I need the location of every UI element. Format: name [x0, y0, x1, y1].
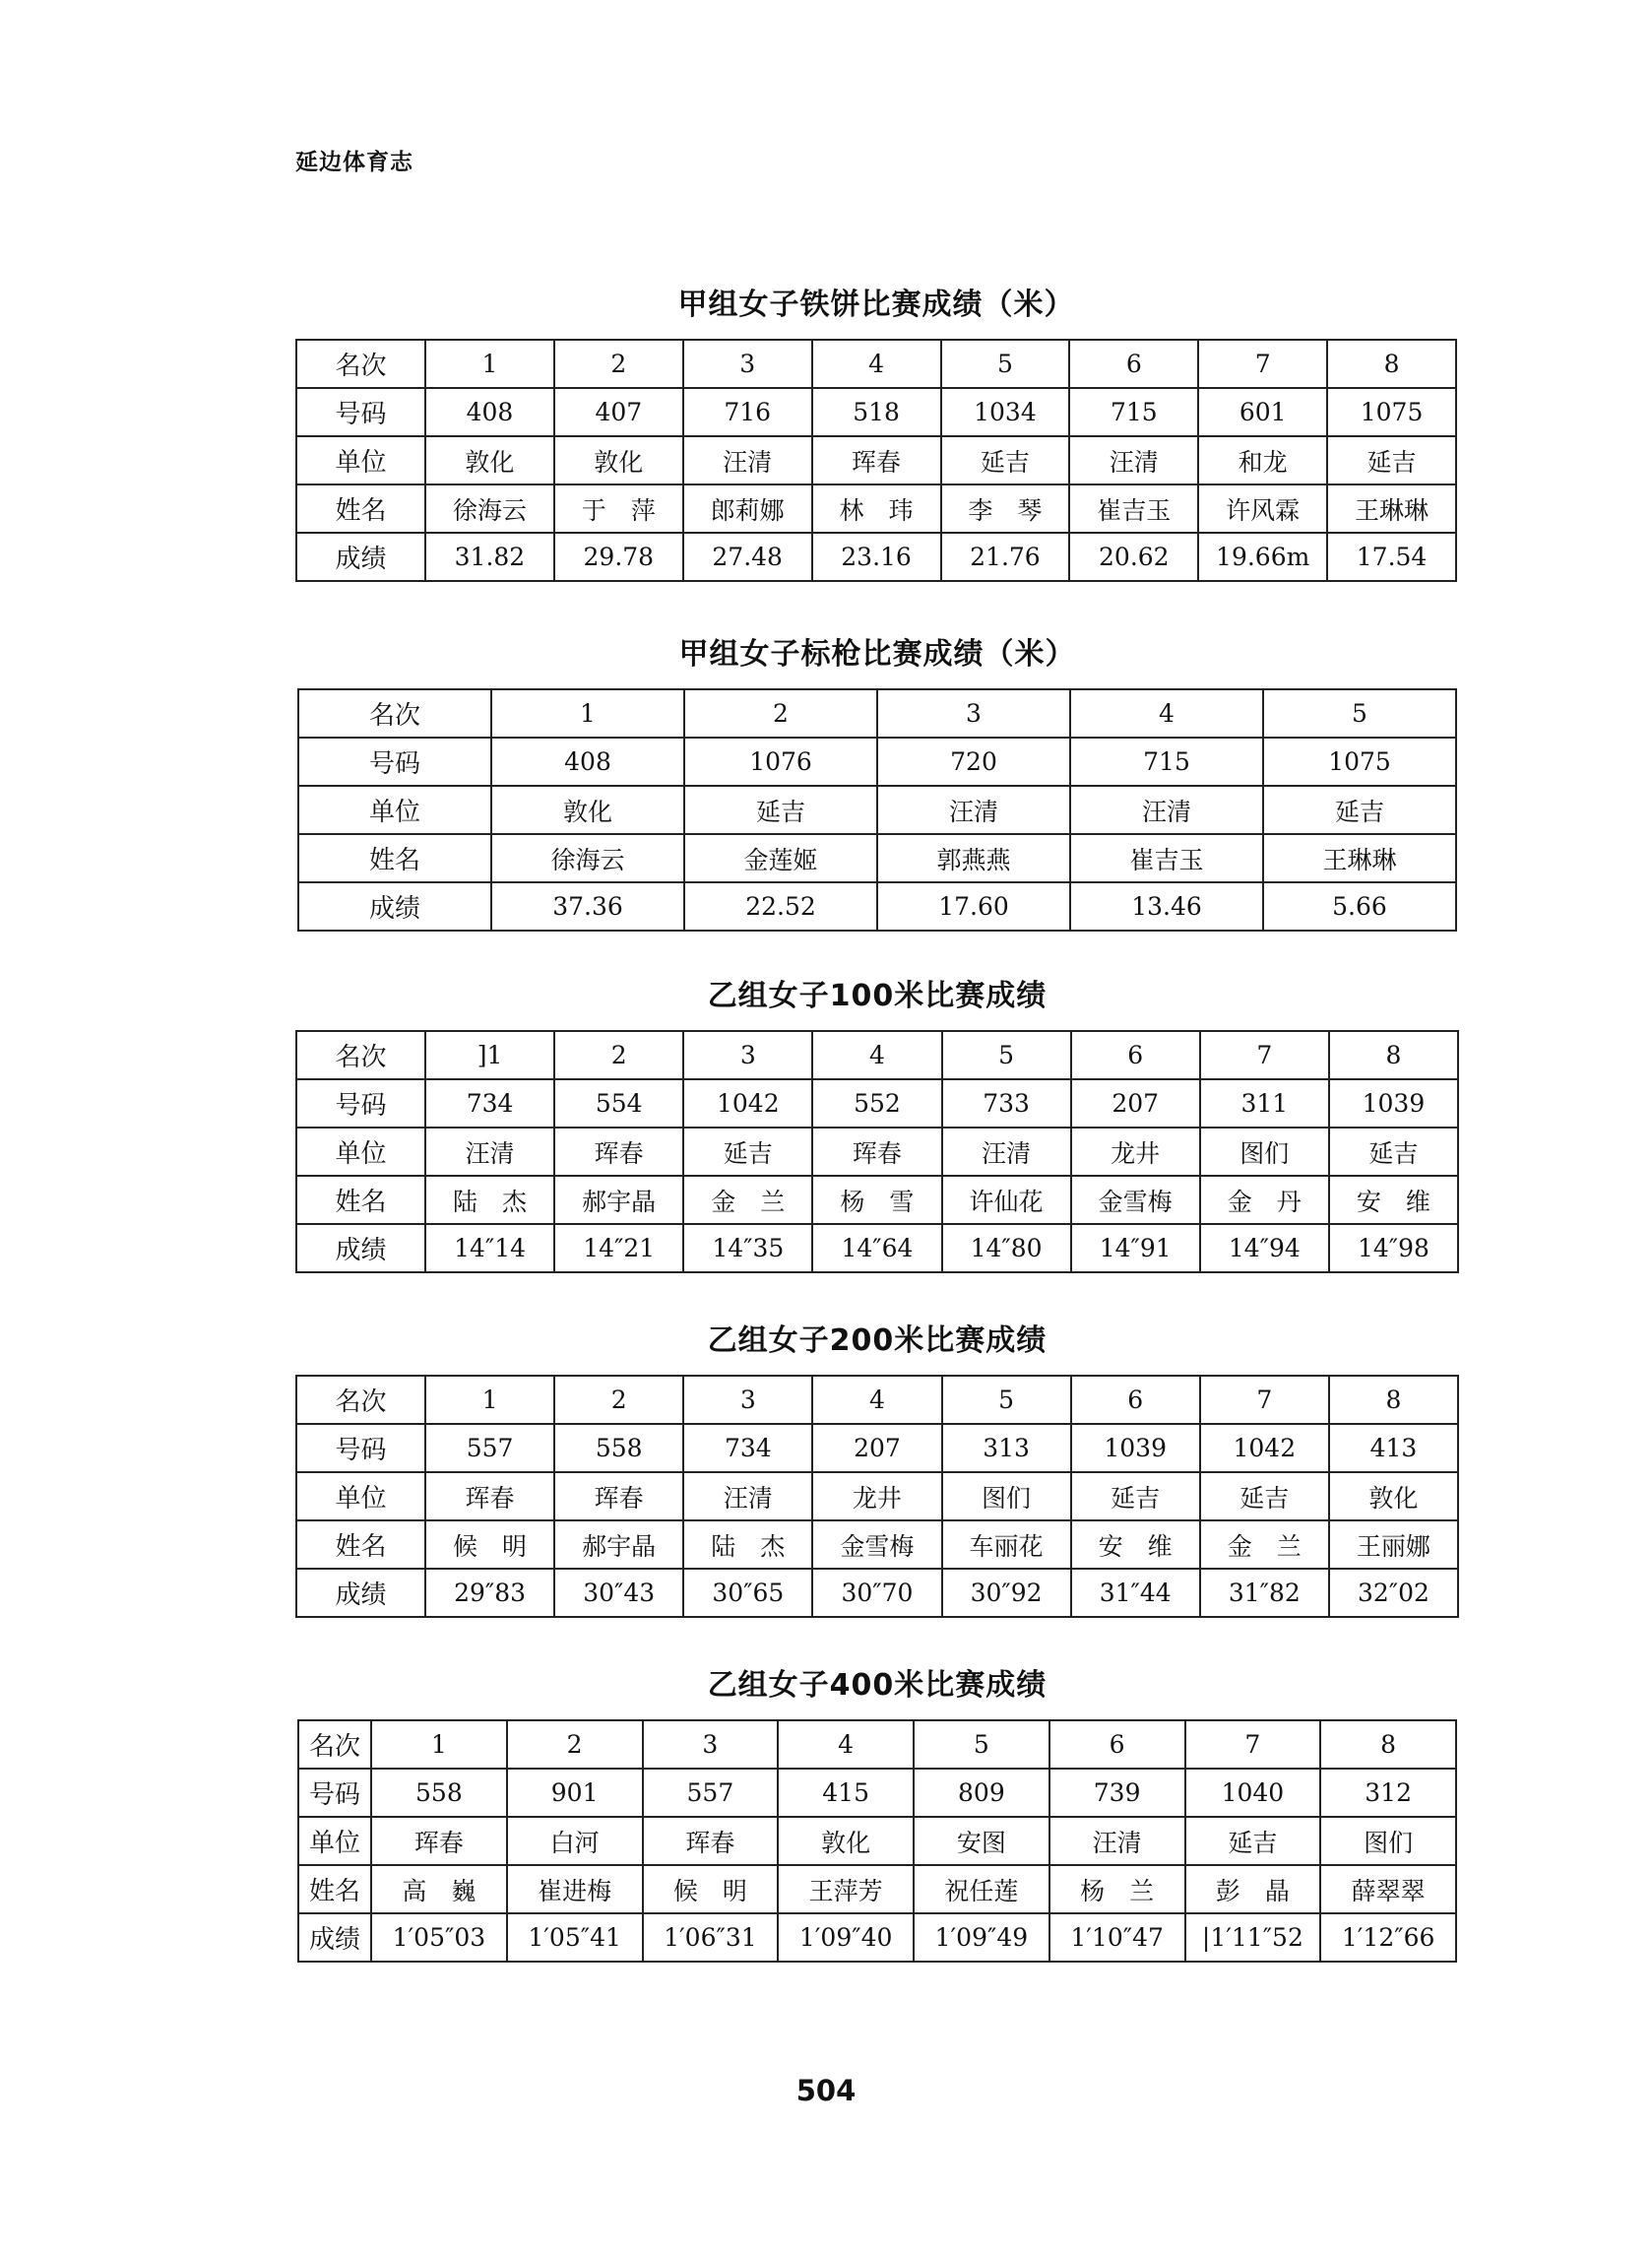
- row-label: 姓名: [296, 1176, 425, 1224]
- table-cell: 30″92: [942, 1569, 1071, 1617]
- table-cell: 408: [491, 738, 684, 786]
- table-cell: 候 明: [425, 1520, 554, 1569]
- table-cell: 13.46: [1070, 882, 1263, 931]
- table-cell: 敦化: [425, 436, 554, 484]
- result-row: [296, 1224, 1458, 1272]
- table-cell: 5: [942, 1031, 1071, 1079]
- table-cell: 554: [554, 1079, 683, 1128]
- table-cell: 31″82: [1200, 1569, 1329, 1617]
- table-cell: 413: [1329, 1424, 1458, 1472]
- table-cell: 7: [1200, 1031, 1329, 1079]
- table-cell: 1: [425, 340, 554, 388]
- table-cell: 601: [1198, 388, 1327, 436]
- team-row: [296, 436, 1456, 484]
- row-label: 成绩: [296, 533, 425, 581]
- row-label: 单位: [296, 436, 425, 484]
- table-cell: 733: [942, 1079, 1071, 1128]
- table-cell: 6: [1071, 1031, 1200, 1079]
- row-label: 姓名: [298, 1865, 371, 1913]
- table-cell: 徐海云: [425, 484, 554, 533]
- table-cell: 5.66: [1263, 882, 1456, 931]
- table-cell: 龙井: [812, 1472, 941, 1520]
- table-cell: 1076: [684, 738, 877, 786]
- table-cell: 5: [942, 1376, 1071, 1424]
- table-cell: 5: [1263, 689, 1456, 738]
- table-cell: 5: [914, 1720, 1049, 1769]
- table-cell: 珲春: [425, 1472, 554, 1520]
- table-cell: 734: [425, 1079, 554, 1128]
- result-row: [298, 882, 1456, 931]
- table-cell: 3: [877, 689, 1070, 738]
- table-cell: 4: [812, 1031, 941, 1079]
- table-cell: 1075: [1327, 388, 1456, 436]
- table-cell: 和龙: [1198, 436, 1327, 484]
- table-cell: 14″98: [1329, 1224, 1458, 1272]
- table-cell: 彭 晶: [1185, 1865, 1321, 1913]
- table-cell: 林 玮: [812, 484, 941, 533]
- table-cell: 4: [812, 340, 941, 388]
- table-cell: 14″21: [554, 1224, 683, 1272]
- bib-number-row: [298, 738, 1456, 786]
- table-cell: 崔吉玉: [1070, 834, 1263, 882]
- table-cell: 汪清: [683, 1472, 812, 1520]
- table-cell: 14″35: [683, 1224, 812, 1272]
- table-cell: 安 维: [1329, 1176, 1458, 1224]
- table-cell: 716: [683, 388, 812, 436]
- table-cell: 1′06″31: [643, 1913, 779, 1962]
- table-cell: 金雪梅: [1071, 1176, 1200, 1224]
- table-cell: 1′12″66: [1320, 1913, 1456, 1962]
- table-cell: 2: [554, 1031, 683, 1079]
- row-label: 姓名: [296, 484, 425, 533]
- results-table: [297, 688, 1457, 932]
- table-cell: 312: [1320, 1769, 1456, 1817]
- row-label: 号码: [298, 1769, 371, 1817]
- table-title: 甲组女子铁饼比赛成绩（米）: [677, 288, 1075, 322]
- table-cell: 2: [507, 1720, 643, 1769]
- table-cell: 4: [1070, 689, 1263, 738]
- table-cell: 901: [507, 1769, 643, 1817]
- table-cell: 313: [942, 1424, 1071, 1472]
- table-cell: 29″83: [425, 1569, 554, 1617]
- athlete-name-row: [298, 834, 1456, 882]
- bib-number-row: [296, 1424, 1458, 1472]
- table-cell: 敦化: [554, 436, 683, 484]
- table-cell: 407: [554, 388, 683, 436]
- table-cell: 王琳琳: [1263, 834, 1456, 882]
- 100m-results-section: [295, 977, 1459, 1273]
- table-cell: 白河: [507, 1817, 643, 1865]
- table-cell: 207: [1071, 1079, 1200, 1128]
- table-cell: 金 兰: [683, 1176, 812, 1224]
- table-cell: 郭燕燕: [877, 834, 1070, 882]
- table-cell: 8: [1320, 1720, 1456, 1769]
- team-row: [296, 1128, 1458, 1176]
- table-cell: 311: [1200, 1079, 1329, 1128]
- table-cell: |1′11″52: [1185, 1913, 1321, 1962]
- table-cell: 于 萍: [554, 484, 683, 533]
- results-table: [295, 339, 1457, 582]
- table-cell: 6: [1071, 1376, 1200, 1424]
- row-label: 成绩: [296, 1224, 425, 1272]
- table-cell: 1075: [1263, 738, 1456, 786]
- results-table: [295, 1030, 1459, 1273]
- row-label: 名次: [296, 340, 425, 388]
- rank-row: [298, 1720, 1456, 1769]
- table-cell: 29.78: [554, 533, 683, 581]
- table-cell: 715: [1069, 388, 1198, 436]
- table-cell: 22.52: [684, 882, 877, 931]
- row-label: 名次: [296, 1031, 425, 1079]
- table-cell: 37.36: [491, 882, 684, 931]
- result-row: [296, 1569, 1458, 1617]
- table-title: 乙组女子400米比赛成绩: [707, 1668, 1048, 1703]
- table-cell: 415: [778, 1769, 914, 1817]
- row-label: 姓名: [298, 834, 491, 882]
- athlete-name-row: [298, 1865, 1456, 1913]
- table-cell: 3: [683, 1376, 812, 1424]
- table-cell: 6: [1069, 340, 1198, 388]
- athlete-name-row: [296, 1520, 1458, 1569]
- table-cell: 1: [371, 1720, 507, 1769]
- book-header: 延边体育志: [295, 150, 413, 175]
- table-cell: 1040: [1185, 1769, 1321, 1817]
- athlete-name-row: [296, 1176, 1458, 1224]
- table-cell: 30″70: [812, 1569, 941, 1617]
- table-cell: 汪清: [1070, 786, 1263, 834]
- table-cell: 图们: [1320, 1817, 1456, 1865]
- table-cell: 408: [425, 388, 554, 436]
- discus-results-section: [295, 286, 1457, 582]
- table-title: 乙组女子100米比赛成绩: [707, 979, 1048, 1013]
- table-cell: 734: [683, 1424, 812, 1472]
- table-cell: 珲春: [371, 1817, 507, 1865]
- table-cell: 延吉: [1327, 436, 1456, 484]
- javelin-results-section: [297, 635, 1457, 932]
- table-cell: 图们: [1200, 1128, 1329, 1176]
- table-cell: 4: [812, 1376, 941, 1424]
- row-label: 号码: [296, 388, 425, 436]
- row-label: 成绩: [296, 1569, 425, 1617]
- table-cell: 延吉: [941, 436, 1070, 484]
- table-cell: 1: [491, 689, 684, 738]
- row-label: 号码: [296, 1079, 425, 1128]
- row-label: 单位: [298, 1817, 371, 1865]
- table-cell: 20.62: [1069, 533, 1198, 581]
- table-cell: 557: [425, 1424, 554, 1472]
- table-cell: 1′09″49: [914, 1913, 1049, 1962]
- table-cell: 14″14: [425, 1224, 554, 1272]
- table-cell: 王琳琳: [1327, 484, 1456, 533]
- table-cell: 高 巍: [371, 1865, 507, 1913]
- table-cell: 金 丹: [1200, 1176, 1329, 1224]
- table-cell: 王丽娜: [1329, 1520, 1458, 1569]
- rank-row: [296, 1031, 1458, 1079]
- table-cell: 祝任莲: [914, 1865, 1049, 1913]
- table-cell: 1′09″40: [778, 1913, 914, 1962]
- table-cell: 21.76: [941, 533, 1070, 581]
- row-label: 名次: [296, 1376, 425, 1424]
- table-cell: 汪清: [1069, 436, 1198, 484]
- table-cell: 珲春: [812, 1128, 941, 1176]
- table-cell: 1034: [941, 388, 1070, 436]
- table-cell: 552: [812, 1079, 941, 1128]
- table-cell: 7: [1185, 1720, 1321, 1769]
- row-label: 姓名: [296, 1520, 425, 1569]
- table-cell: 23.16: [812, 533, 941, 581]
- table-cell: 陆 杰: [683, 1520, 812, 1569]
- athlete-name-row: [296, 484, 1456, 533]
- table-cell: 杨 兰: [1049, 1865, 1185, 1913]
- table-cell: 30″65: [683, 1569, 812, 1617]
- table-cell: 3: [683, 1031, 812, 1079]
- table-cell: 李 琴: [941, 484, 1070, 533]
- table-cell: 郝宇晶: [554, 1520, 683, 1569]
- table-cell: 龙井: [1071, 1128, 1200, 1176]
- table-cell: 延吉: [1200, 1472, 1329, 1520]
- table-cell: 14″91: [1071, 1224, 1200, 1272]
- table-cell: 金雪梅: [812, 1520, 941, 1569]
- table-cell: 延吉: [683, 1128, 812, 1176]
- table-cell: 1′05″03: [371, 1913, 507, 1962]
- table-cell: 8: [1329, 1031, 1458, 1079]
- table-cell: 徐海云: [491, 834, 684, 882]
- table-cell: 4: [778, 1720, 914, 1769]
- row-label: 号码: [298, 738, 491, 786]
- table-cell: 许风霖: [1198, 484, 1327, 533]
- page-number: 504: [795, 2074, 857, 2107]
- table-cell: 27.48: [683, 533, 812, 581]
- table-cell: 1039: [1329, 1079, 1458, 1128]
- table-cell: 敦化: [1329, 1472, 1458, 1520]
- table-cell: 图们: [942, 1472, 1071, 1520]
- table-cell: 珲春: [554, 1128, 683, 1176]
- table-cell: 2: [554, 1376, 683, 1424]
- table-cell: 32″02: [1329, 1569, 1458, 1617]
- table-cell: 1′05″41: [507, 1913, 643, 1962]
- table-cell: 崔进梅: [507, 1865, 643, 1913]
- table-cell: 1: [425, 1376, 554, 1424]
- table-cell: 715: [1070, 738, 1263, 786]
- table-cell: 敦化: [491, 786, 684, 834]
- table-cell: 8: [1327, 340, 1456, 388]
- table-cell: 739: [1049, 1769, 1185, 1817]
- rank-row: [298, 689, 1456, 738]
- row-label: 名次: [298, 1720, 371, 1769]
- table-cell: 30″43: [554, 1569, 683, 1617]
- table-cell: 1′10″47: [1049, 1913, 1185, 1962]
- table-cell: 557: [643, 1769, 779, 1817]
- table-cell: 珲春: [554, 1472, 683, 1520]
- row-label: 单位: [296, 1128, 425, 1176]
- table-cell: 17.54: [1327, 533, 1456, 581]
- table-cell: 720: [877, 738, 1070, 786]
- table-cell: 518: [812, 388, 941, 436]
- team-row: [298, 1817, 1456, 1865]
- table-cell: 王萍芳: [778, 1865, 914, 1913]
- table-cell: 延吉: [1263, 786, 1456, 834]
- team-row: [296, 1472, 1458, 1520]
- table-cell: 金 兰: [1200, 1520, 1329, 1569]
- table-cell: 31.82: [425, 533, 554, 581]
- table-cell: 汪清: [683, 436, 812, 484]
- table-cell: 2: [554, 340, 683, 388]
- table-cell: 31″44: [1071, 1569, 1200, 1617]
- table-cell: 14″64: [812, 1224, 941, 1272]
- table-cell: 车丽花: [942, 1520, 1071, 1569]
- table-cell: 延吉: [1329, 1128, 1458, 1176]
- table-cell: 杨 雪: [812, 1176, 941, 1224]
- table-cell: 558: [554, 1424, 683, 1472]
- table-cell: 7: [1200, 1376, 1329, 1424]
- table-cell: 汪清: [1049, 1817, 1185, 1865]
- table-cell: 金莲姬: [684, 834, 877, 882]
- table-cell: 安图: [914, 1817, 1049, 1865]
- table-cell: ]1: [425, 1031, 554, 1079]
- table-cell: 809: [914, 1769, 1049, 1817]
- table-cell: 延吉: [1185, 1817, 1321, 1865]
- table-cell: 2: [684, 689, 877, 738]
- table-cell: 6: [1049, 1720, 1185, 1769]
- table-cell: 崔吉玉: [1069, 484, 1198, 533]
- results-table: [295, 1375, 1459, 1618]
- table-cell: 3: [643, 1720, 779, 1769]
- table-cell: 郎莉娜: [683, 484, 812, 533]
- table-cell: 558: [371, 1769, 507, 1817]
- table-cell: 3: [683, 340, 812, 388]
- team-row: [298, 786, 1456, 834]
- table-title: 乙组女子200米比赛成绩: [707, 1323, 1048, 1358]
- table-cell: 候 明: [643, 1865, 779, 1913]
- table-cell: 14″80: [942, 1224, 1071, 1272]
- row-label: 名次: [298, 689, 491, 738]
- row-label: 单位: [298, 786, 491, 834]
- table-cell: 珲春: [643, 1817, 779, 1865]
- table-cell: 19.66m: [1198, 533, 1327, 581]
- rank-row: [296, 340, 1456, 388]
- result-row: [296, 533, 1456, 581]
- table-cell: 陆 杰: [425, 1176, 554, 1224]
- table-cell: 17.60: [877, 882, 1070, 931]
- table-cell: 安 维: [1071, 1520, 1200, 1569]
- result-row: [298, 1913, 1456, 1962]
- table-cell: 珲春: [812, 436, 941, 484]
- rank-row: [296, 1376, 1458, 1424]
- table-cell: 1042: [1200, 1424, 1329, 1472]
- table-cell: 汪清: [942, 1128, 1071, 1176]
- table-cell: 敦化: [778, 1817, 914, 1865]
- table-cell: 1042: [683, 1079, 812, 1128]
- table-cell: 汪清: [425, 1128, 554, 1176]
- table-cell: 许仙花: [942, 1176, 1071, 1224]
- table-cell: 汪清: [877, 786, 1070, 834]
- table-cell: 8: [1329, 1376, 1458, 1424]
- table-cell: 延吉: [1071, 1472, 1200, 1520]
- table-cell: 5: [941, 340, 1070, 388]
- 200m-results-section: [295, 1322, 1459, 1618]
- table-title: 甲组女子标枪比赛成绩（米）: [678, 637, 1076, 672]
- table-cell: 7: [1198, 340, 1327, 388]
- table-cell: 207: [812, 1424, 941, 1472]
- bib-number-row: [296, 388, 1456, 436]
- results-table: [297, 1719, 1457, 1963]
- table-cell: 14″94: [1200, 1224, 1329, 1272]
- table-cell: 薛翠翠: [1320, 1865, 1456, 1913]
- table-cell: 延吉: [684, 786, 877, 834]
- bib-number-row: [296, 1079, 1458, 1128]
- table-cell: 郝宇晶: [554, 1176, 683, 1224]
- row-label: 成绩: [298, 882, 491, 931]
- row-label: 单位: [296, 1472, 425, 1520]
- table-cell: 1039: [1071, 1424, 1200, 1472]
- row-label: 号码: [296, 1424, 425, 1472]
- 400m-results-section: [297, 1666, 1457, 1963]
- row-label: 成绩: [298, 1913, 371, 1962]
- bib-number-row: [298, 1769, 1456, 1817]
